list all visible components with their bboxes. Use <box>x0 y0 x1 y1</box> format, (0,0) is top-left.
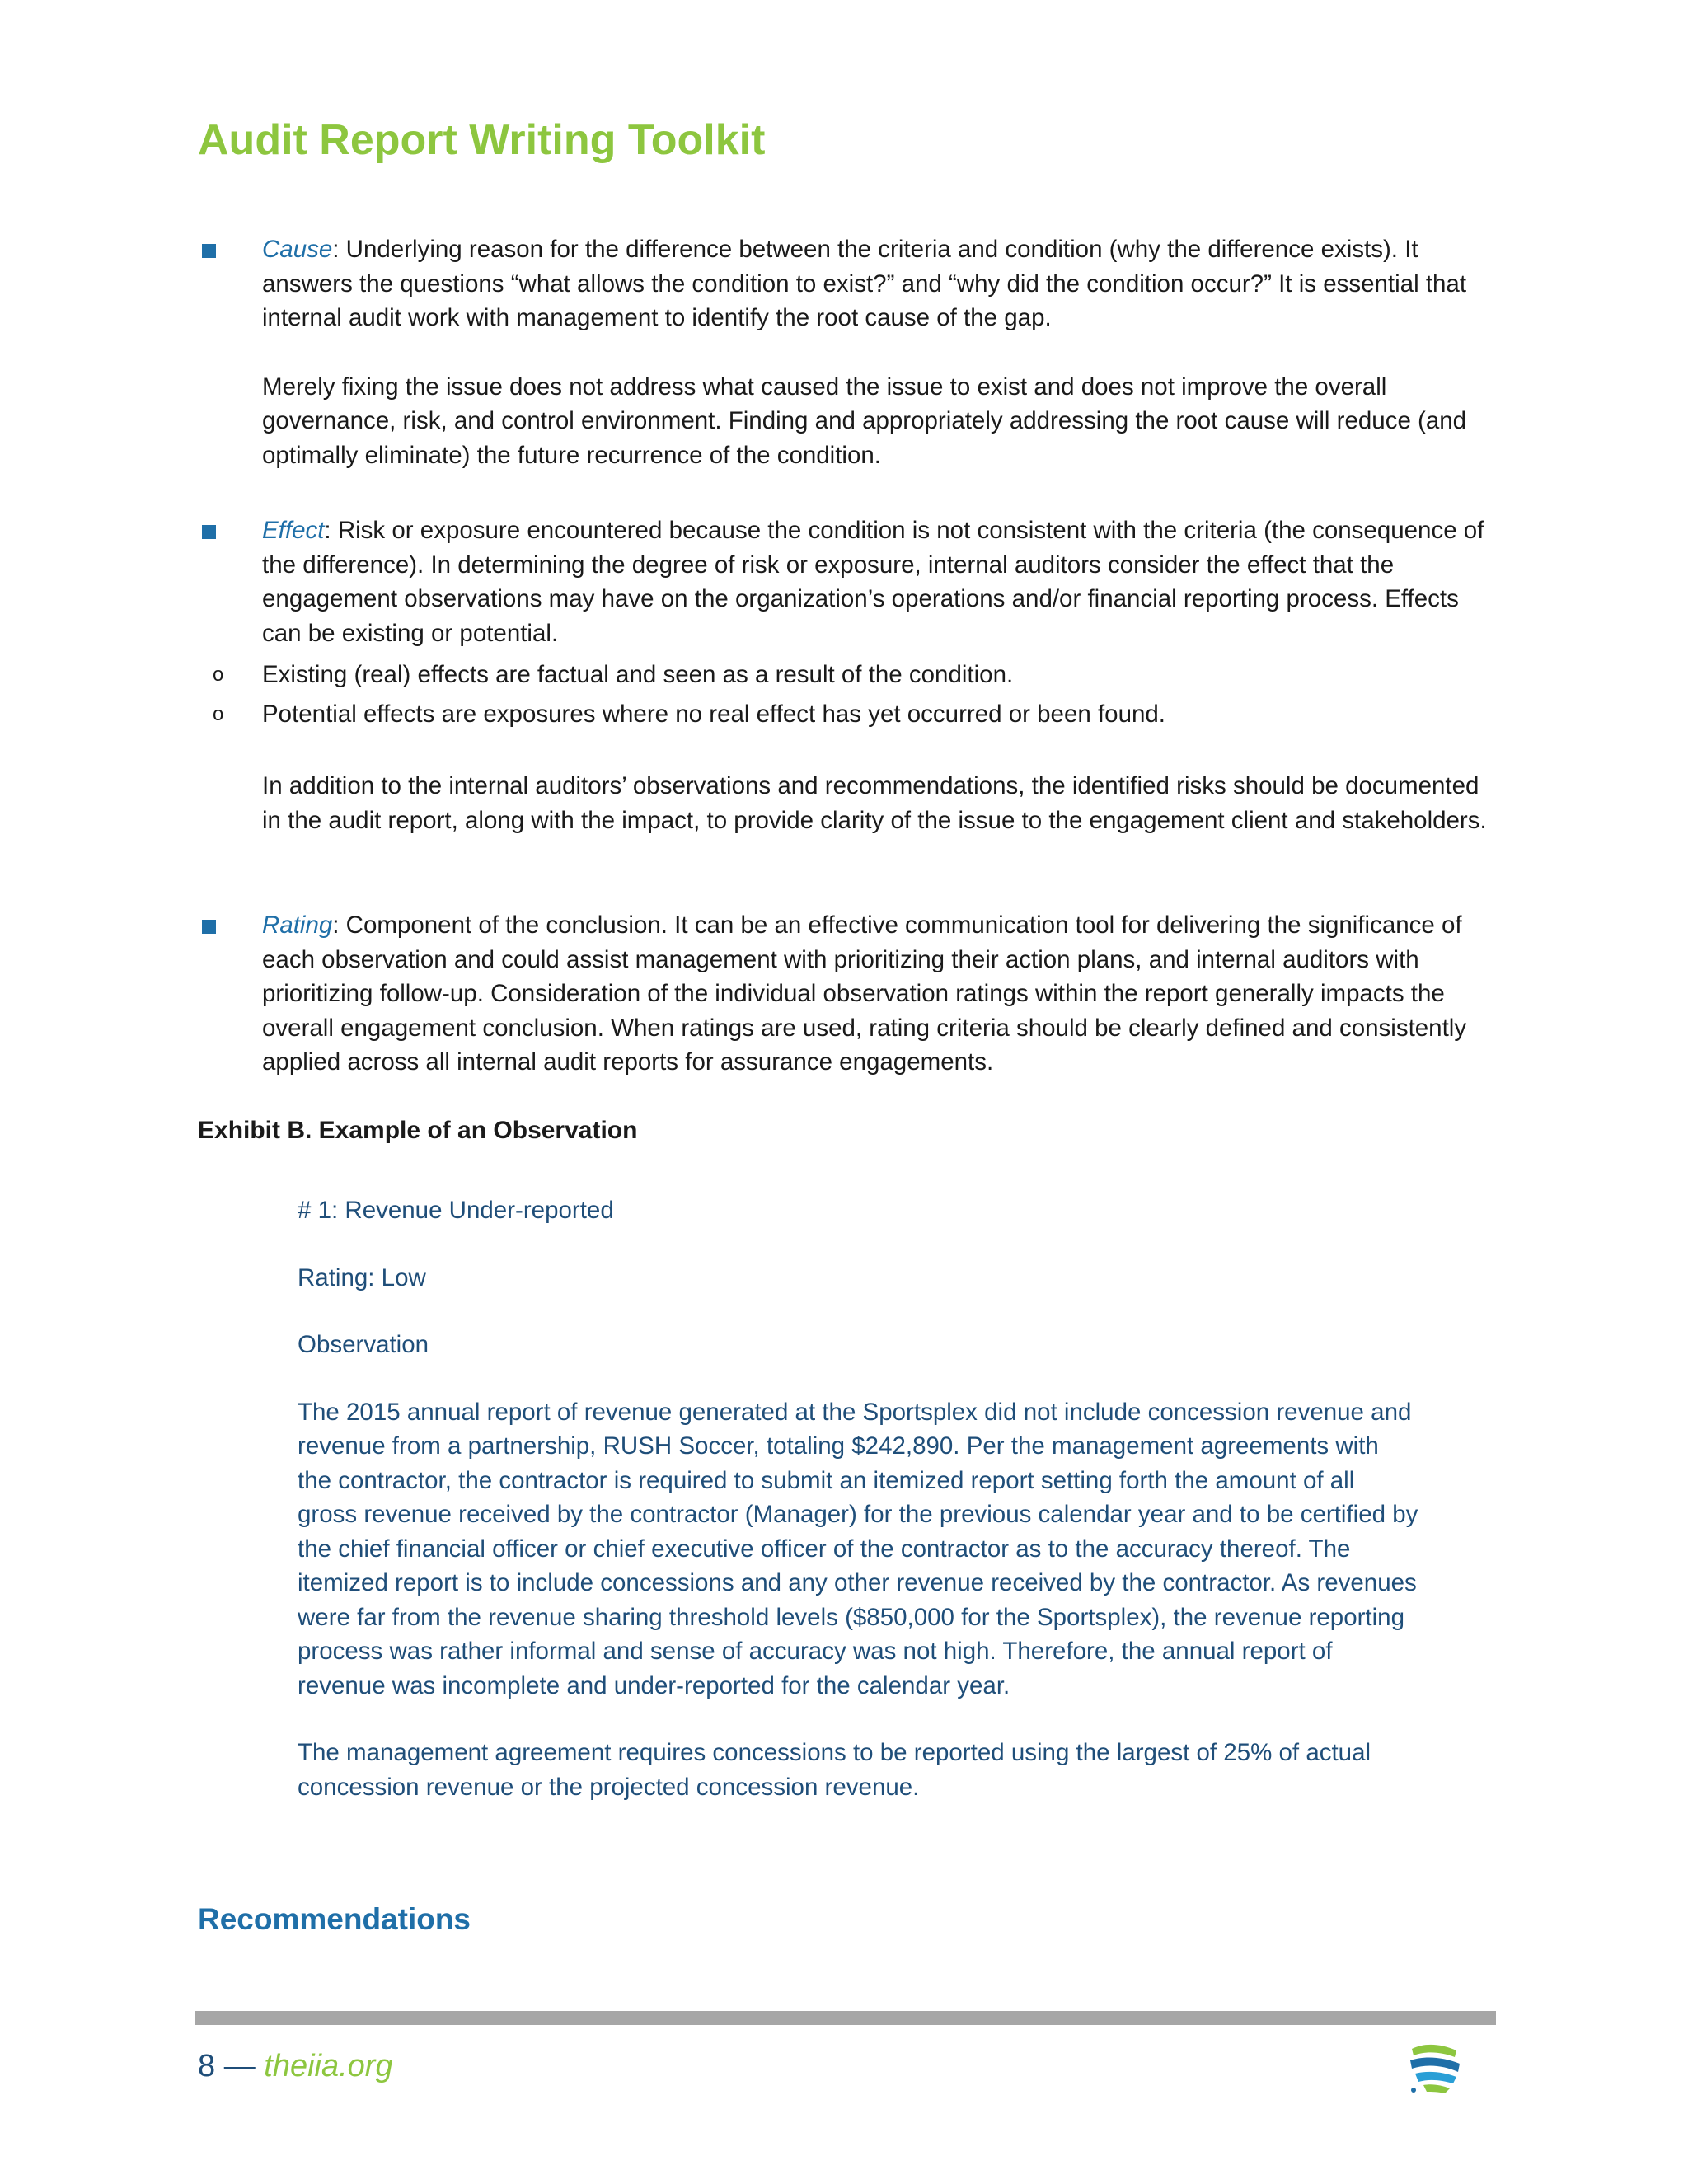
bullet-cause <box>198 232 1500 472</box>
effect-paragraph-2: In addition to the internal auditors’ observations and recommendations, the identified risks should be documented in the audit report, along with the impact, to provide clarity of the issue to the engagement client and stakeholders. <box>262 772 1487 834</box>
square-bullet-icon <box>202 244 216 258</box>
logo-dot <box>1411 2088 1416 2093</box>
list-item <box>213 695 1500 734</box>
rating-paragraph <box>262 908 1500 1080</box>
sub-item-text: Potential effects are exposures where no real effect has yet occurred or been found. <box>262 701 1165 728</box>
page-footer <box>198 2049 393 2084</box>
circle-bullet-icon: o <box>213 703 224 725</box>
site-link[interactable]: theiia.org <box>264 2049 393 2083</box>
observation-label: Observation <box>298 1331 429 1358</box>
page-number: 8 <box>198 2049 216 2083</box>
logo-stripe-green <box>1412 2045 1456 2057</box>
footer-divider <box>195 2011 1496 2025</box>
logo-stripe-green-2 <box>1423 2084 1450 2093</box>
recommendations-heading: Recommendations <box>198 1902 471 1936</box>
exhibit-heading: Exhibit B. Example of an Observation <box>198 1117 638 1144</box>
effect-paragraph <box>262 513 1500 650</box>
square-bullet-icon <box>202 920 216 934</box>
cause-paragraph <box>262 232 1500 335</box>
observation-number: # 1: Revenue Under-reported <box>298 1197 614 1224</box>
logo-stripe-blue <box>1410 2058 1460 2072</box>
list-item <box>213 655 1500 695</box>
observation-paragraph-1: The 2015 annual report of revenue generated at the Sportsplex did not include concession revenue and revenue from a partnership, RUSH Soccer, totaling $242,890. Per the management agreements with the contractor, the contractor is required to submit an itemized report setting forth the amount of all gross revenue received by the contractor (Manager) for the previous calendar year and to be certified by the chief financial officer or chief executive officer of the contractor as to the accuracy thereof. The itemized report is to include concessions and any other revenue received by the contractor. As revenues were far from the revenue sharing threshold levels ($850,000 for the Sportsplex), the revenue reporting process was rather informal and sense of accuracy was not high. Therefore, the annual report of revenue was incomplete and under-reported for the calendar year. <box>298 1398 1418 1699</box>
bullet-effect <box>198 513 1500 837</box>
square-bullet-icon <box>202 525 216 539</box>
footer-separator: — <box>215 2049 265 2083</box>
bullet-rating <box>198 908 1500 1080</box>
page-title: Audit Report Writing Toolkit <box>198 116 766 164</box>
observation-rating: Rating: Low <box>298 1263 426 1291</box>
sub-item-text: Existing (real) effects are factual and seen as a result of the condition. <box>262 661 1014 688</box>
observation-example <box>298 1193 1418 1837</box>
effect-sub-list <box>213 655 1500 734</box>
cause-text: : Underlying reason for the difference between the criteria and condition (why the difference exists). It answers the questions “what allows the condition to exist?” and “why did the condition occur?” It is essential that internal audit work with management to identify the root cause of the gap. <box>262 236 1467 331</box>
logo-stripe-lightblue <box>1415 2072 1456 2083</box>
observation-paragraph-2: The management agreement requires concessions to be reported using the largest of 25% of actual concession revenue or the projected concession revenue. <box>298 1739 1372 1801</box>
circle-bullet-icon: o <box>213 663 224 686</box>
rating-text: : Component of the conclusion. It can be an effective communication tool for delivering the significance of each observation and could assist management with prioritizing their action plans, and internal auditors with prioritizing follow-up. Consideration of the individual observation ratings within the report generally impacts the overall engagement conclusion. When ratings are used, rating criteria should be clearly defined and consistently applied across all internal audit reports for assurance engagements. <box>262 912 1467 1076</box>
cause-paragraph-2: Merely fixing the issue does not address what caused the issue to exist and does not improve the overall governance, risk, and control environment. Finding and appropriately addressing the root cause will reduce (and optimally eliminate) the future recurrence of the condition. <box>262 373 1467 469</box>
effect-term: Effect <box>262 517 325 544</box>
effect-text: : Risk or exposure encountered because the condition is not consistent with the criteria (the consequence of the difference). In determining the degree of risk or exposure, internal auditors consider the effect that the engagement observations may have on the organization’s operations and/or financial reporting process. Effects can be existing or potential. <box>262 517 1484 647</box>
cause-term: Cause <box>262 236 333 263</box>
rating-term: Rating <box>262 912 333 939</box>
iia-globe-logo <box>1405 2042 1465 2095</box>
